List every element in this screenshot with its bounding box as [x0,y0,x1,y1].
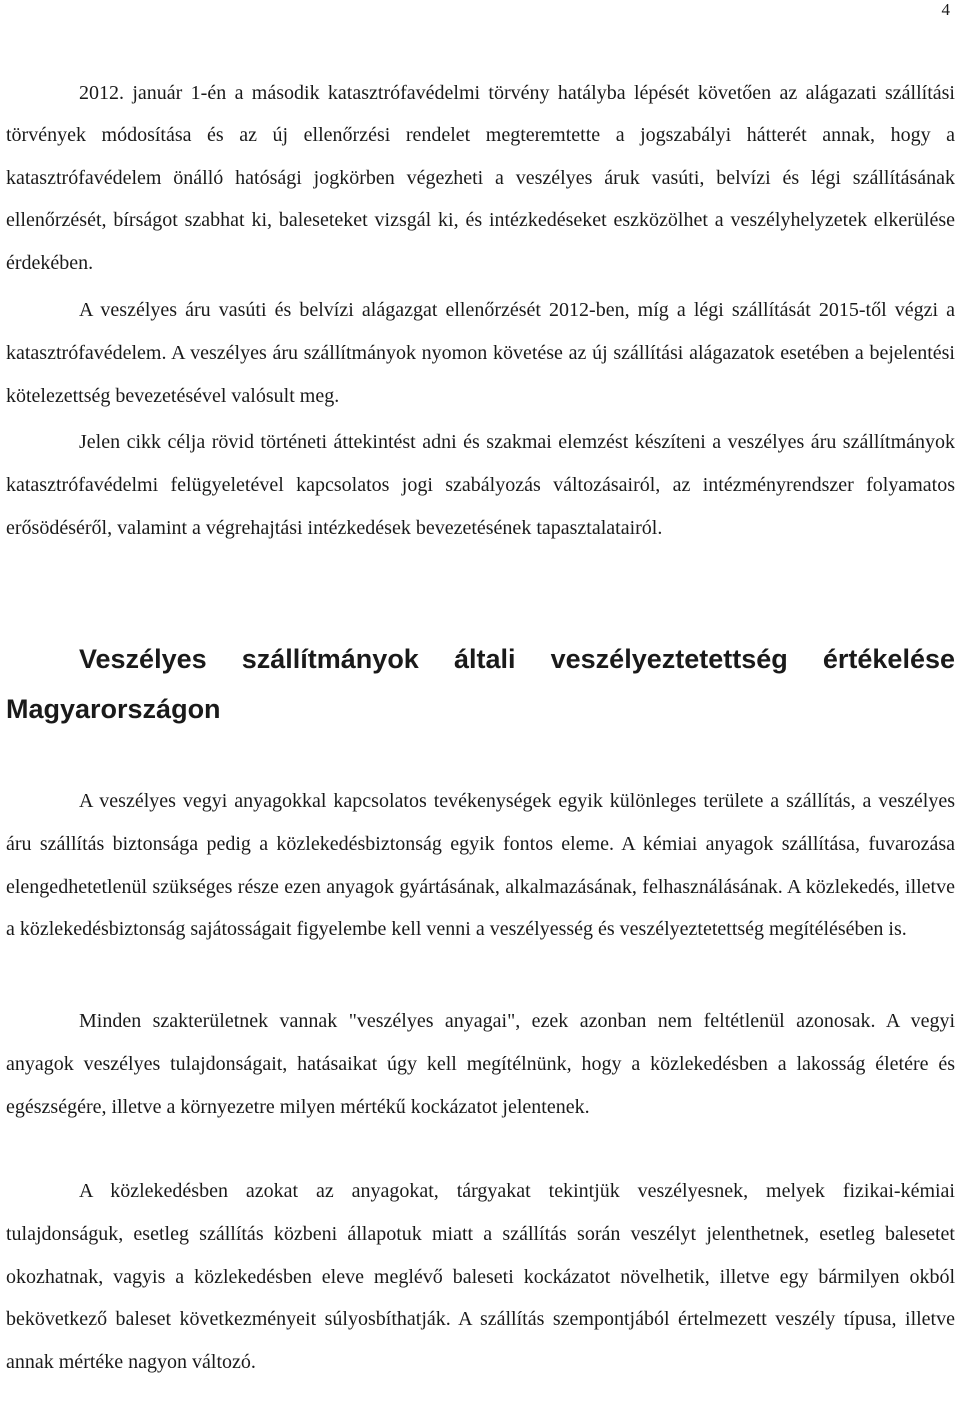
paragraph-intro: 2012. január 1-én a második katasztrófavédelmi törvény hatályba lépését követően az alágazati szállítási törvények módosítása és az új ellenőrzési rendelet megteremtette a jogszabályi hátterét annak, hogy a katasztrófavédelem önálló hatósági jogkörben végezheti a veszélyes áruk vasúti, belvízi és légi szállításának ellenőrzését, bírságot szabhat ki, baleseteket vizsgál ki, és intézkedéseket eszközölhet a veszélyhelyzetek elkerülése érdekében. [6,82,955,274]
paragraph-transport-risk: A közlekedésben azokat az anyagokat, tárgyakat tekintjük veszélyesnek, melyek fizikai-kémiai tulajdonságuk, esetleg szállítás közbeni állapotuk miatt a szállítás során veszélyt jelenthetnek, esetleg balesetet okozhatnak, vagyis a közlekedésben eleve meglévő baleseti kockázatot növelhetik, illetve egy bármilyen okból bekövetkező baleset következményeit súlyosbíthatják. A szállítás szempontjából értelmezett veszély típusa, illetve annak mértéke nagyon változó. [6,1180,955,1374]
paragraph-hazardous-materials: Minden szakterületnek vannak "veszélyes anyagai", ezek azonban nem feltétlenül azonosak. A vegyi anyagok veszélyes tulajdonságait, hatásaikat úgy kell megítélnünk, hogy a közlekedésben a lakosság életére és egészségére, illetve a környezetre milyen mértékű kockázatot jelentenek. [6,1010,955,1118]
paragraph-chemicals: A veszélyes vegyi anyagokkal kapcsolatos tevékenységek egyik különleges területe a szállítás, a veszélyes áru szállítás biztonsága pedig a közlekedésbiztonság egyik fontos eleme. A kémiai anyagok szállítása, fuvarozása elengedhetetlenül szükséges része ezen anyagok gyártásának, alkalmazásának, felhasználásának. A közlekedés, illetve a közlekedésbiztonság sajátosságait figyelembe kell venni a veszélyesség és veszélyeztetettség megítélésében is. [6,790,955,941]
page-number: 4 [941,0,950,19]
section-heading: Veszélyes szállítmányok általi veszélyeztetettség értékelése Magyarországon [6,644,955,724]
paragraph-inspection: A veszélyes áru vasúti és belvízi alágazgat ellenőrzését 2012-ben, míg a légi szállítását 2015-től végzi a katasztrófavédelem. A veszélyes áru szállítmányok nyomon követése az új szállítási alágazatok esetében a bejelentési kötelezettség bevezetésével valósult meg. [6,299,955,407]
paragraph-aim: Jelen cikk célja rövid történeti áttekintést adni és szakmai elemzést készíteni a veszélyes áru szállítmányok katasztrófavédelmi felügyeletével kapcsolatos jogi szabályozás változásairól, az intézményrendszer folyamatos erősödéséről, valamint a végrehajtási intézkedések bevezetésének tapasztalatairól. [6,431,955,540]
